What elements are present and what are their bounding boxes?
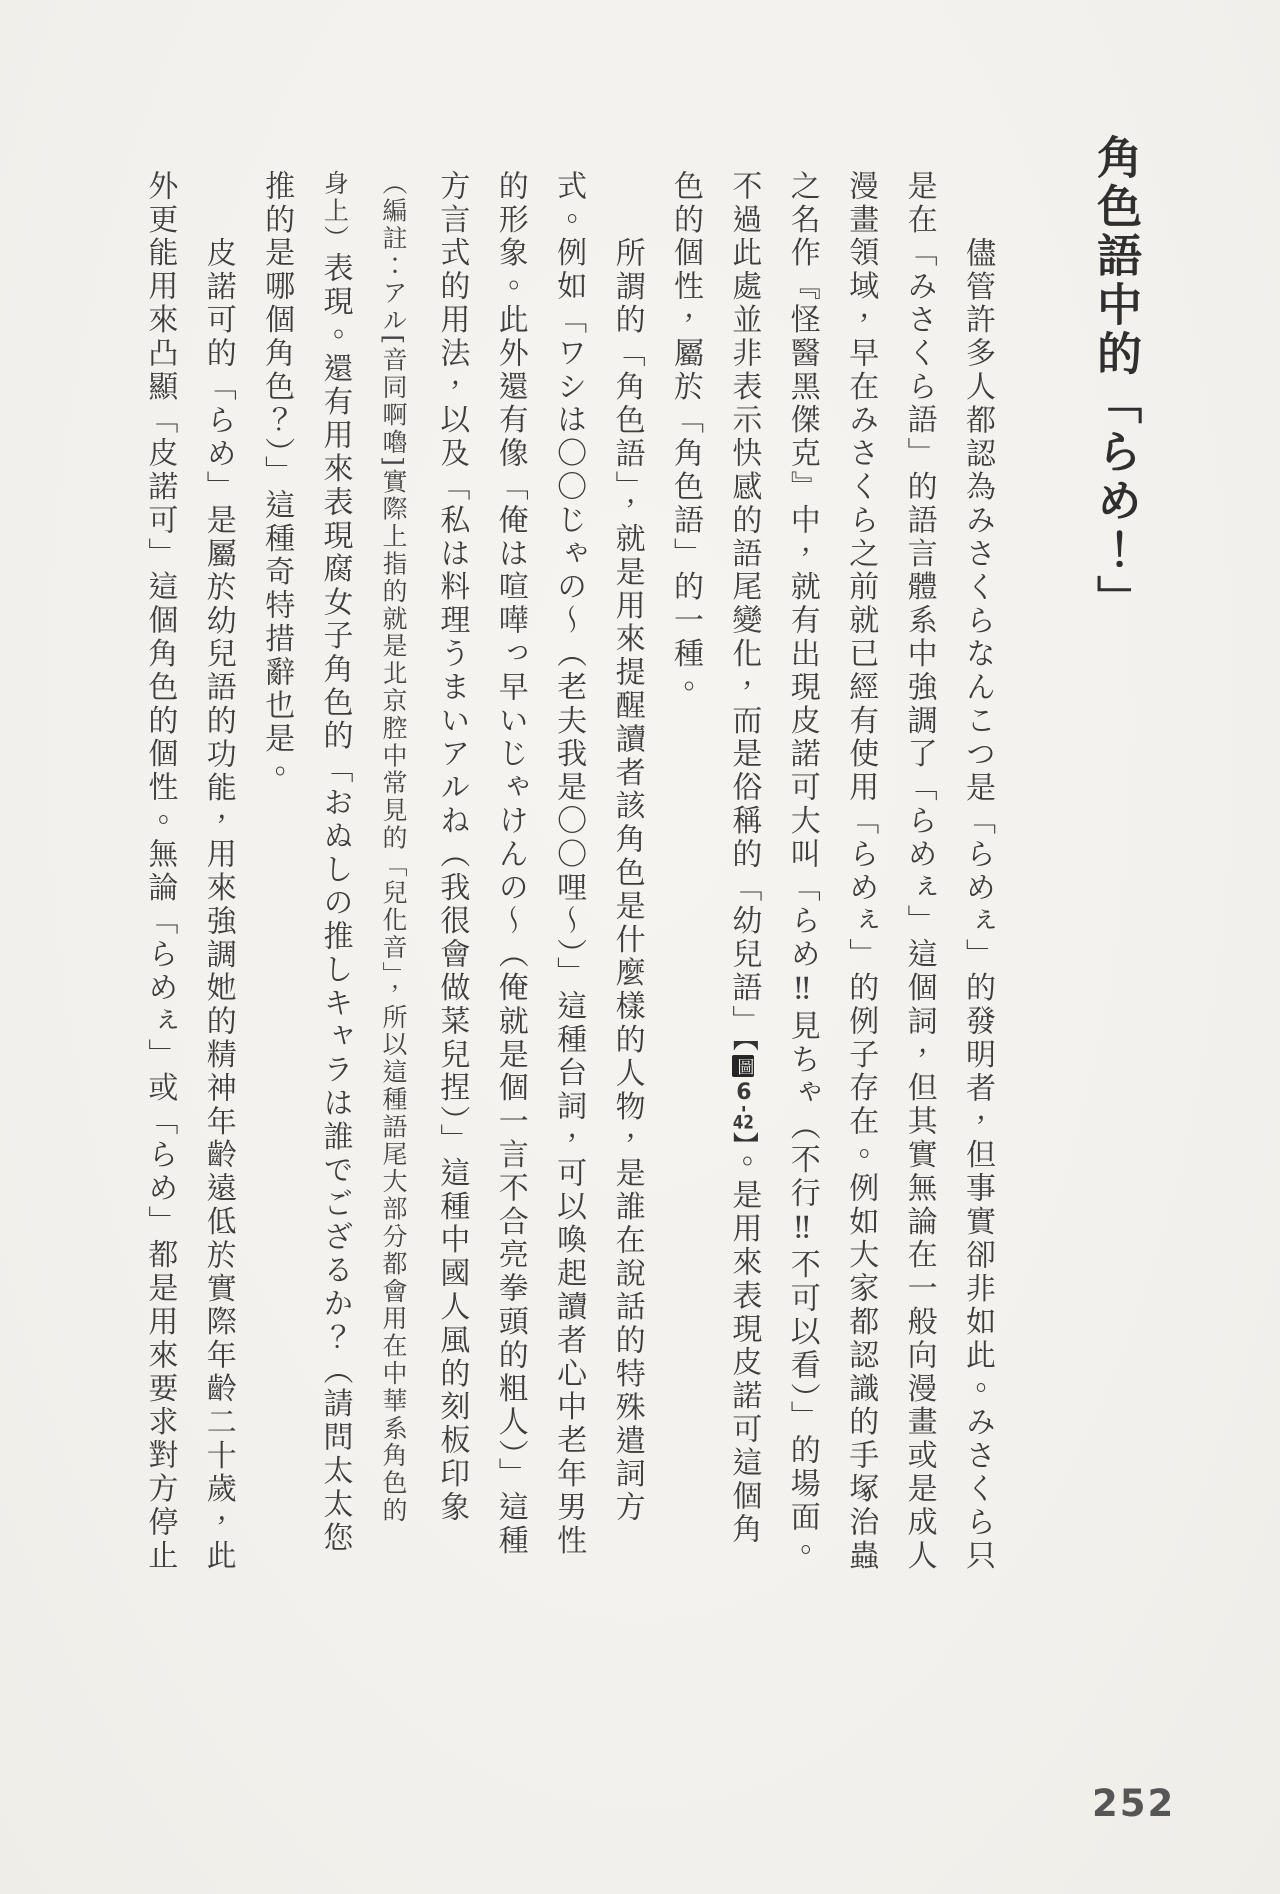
figure-number-dash: -: [733, 1105, 755, 1113]
text-column: 所謂的「角色語」，就是用來提醒讀者該角色是什麼樣的人物，是誰在說話的特殊遣詞方: [609, 237, 645, 1525]
lenticular-bracket-close: 】: [728, 1131, 759, 1146]
page-number: 252: [1092, 1782, 1176, 1825]
text-column: 儘管許多人都認為みさくらなんこつ是「らめぇ」的發明者，但事實卻非如此。みさくら只: [960, 237, 995, 1573]
figure-number-minor: 42: [732, 1112, 754, 1132]
text-column: [305, 170, 363, 1580]
text-column: 皮諾可的「らめ」是屬於幼兒語的功能，用來強調她的精神年齡遠低於實際年齡二十歲，此: [200, 237, 236, 1573]
text-run: 。是用來表現皮諾可這個角: [726, 1145, 762, 1547]
text-column: 方言式的用法，以及「私は料理うまいアルね（我很會做菜兒捏）」這種中國人風的刻板印象: [434, 170, 470, 1525]
text-run: 不過此處並非表示快感的語尾變化，而是俗稱的「幼兒語」: [726, 170, 762, 1039]
figure-number-major: 6: [731, 1080, 757, 1106]
editor-note-column: （編註：アル[音同啊嚕]實際上指的就是北京腔中常見的「兒化音」，所以這種語尾大部分都會用在中華系角色的: [378, 170, 408, 1525]
text-column: 是在「みさくら語」的語言體系中強調了「らめぇ」這個詞，但其實無論在一般向漫畫或是成人: [901, 170, 937, 1573]
text-run: 表現。還有用來表現腐女子角色的「おぬしの推しキャラは誰でござるか？（請問太太您: [317, 252, 353, 1555]
text-column: 推的是哪個角色？）」這種奇特措辭也是。: [259, 170, 295, 790]
body-text-block: [130, 170, 1006, 1580]
text-column-with-figure-ref: [714, 170, 772, 1580]
text-column: 的形象。此外還有像「俺は喧嘩っ早いじゃけんの〜（俺就是個一言不合亮拳頭的粗人）」這種: [492, 170, 528, 1558]
text-column: 式。例如「ワシは〇〇じゃの〜（老夫我是〇〇哩〜）」這種台詞，可以喚起讀者心中老年男性: [551, 170, 587, 1558]
page-title: 角色語中的「らめ！」: [1089, 134, 1143, 624]
lenticular-bracket-open: 【: [728, 1038, 759, 1053]
text-column: 外更能用來凸顯「皮諾可」這個角色的個性。無論「らめぇ」或「らめ」都是用來要求對方停止: [142, 170, 178, 1573]
text-column: 色的個性，屬於「角色語」的一種。: [667, 170, 703, 705]
text-column: 漫畫領域，早在みさくら之前就已經有使用「らめぇ」的例子存在。例如大家都認識的手塚治蟲: [843, 170, 879, 1573]
text-column: 之名作『怪醫黑傑克』中，就有出現皮諾可大叫「らめ‼見ちゃ（不行‼不可以看）」的場面。: [784, 170, 820, 1568]
figure-reference-6-42: [726, 1038, 761, 1145]
editor-note-continuation: 身上）: [320, 170, 350, 253]
figure-icon: 圖: [732, 1055, 754, 1077]
